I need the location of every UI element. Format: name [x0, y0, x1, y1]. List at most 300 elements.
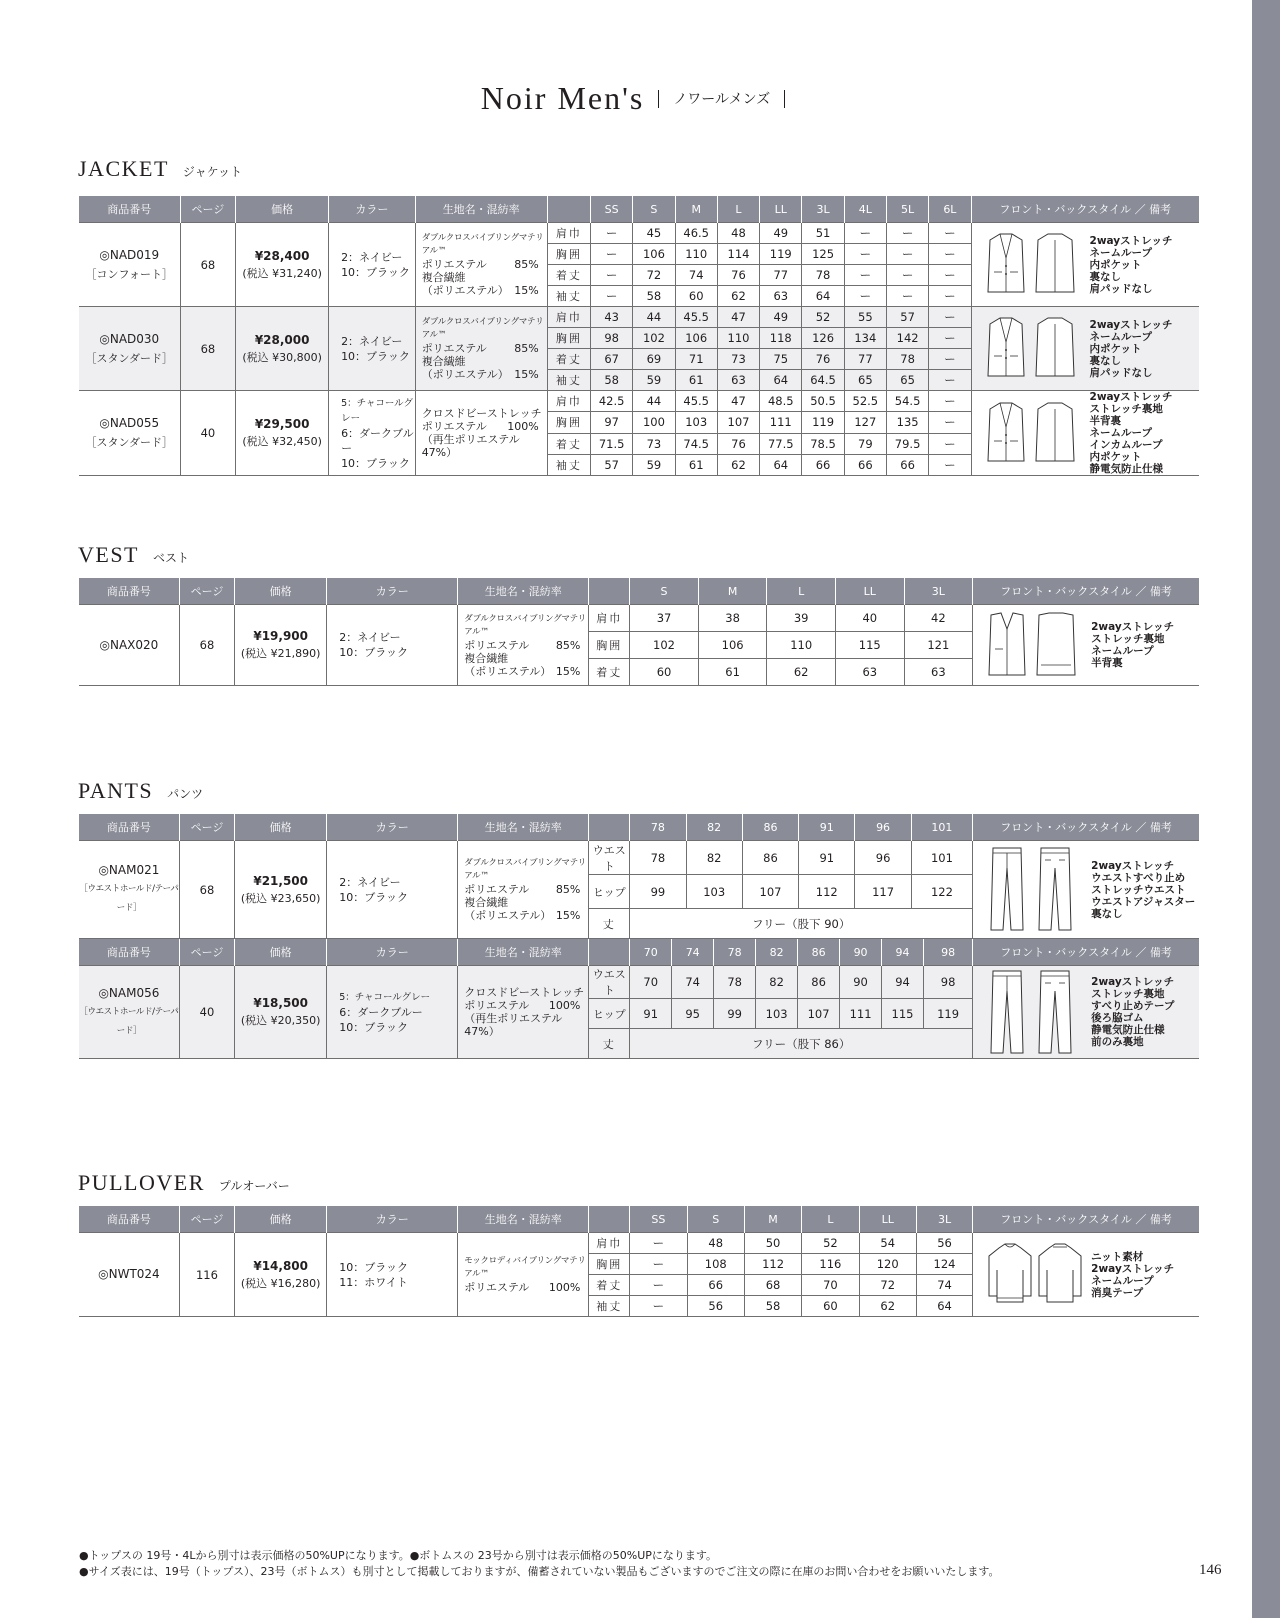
size-value: 71.5 — [591, 433, 633, 454]
fabric-line — [422, 368, 547, 381]
fabric-percent: 100% — [548, 999, 581, 1012]
price-value: ¥14,800 — [253, 1258, 308, 1273]
style-notes-cell — [971, 307, 1199, 391]
size-value: 98 — [591, 328, 633, 349]
size-value: ー — [630, 1233, 687, 1254]
measure-label: ヒップ — [589, 999, 630, 1029]
size-value: 48 — [717, 223, 759, 244]
price-header: 価格 — [235, 1206, 327, 1233]
style-header: フロント・バックスタイル ／ 備考 — [973, 578, 1199, 605]
note-item: 消臭テープ — [1091, 1286, 1144, 1299]
size-value: 120 — [859, 1254, 916, 1275]
measure-label: 肩巾 — [547, 391, 590, 412]
size-value: 63 — [904, 659, 973, 686]
measure-label: 胸囲 — [589, 632, 630, 659]
size-value: ー — [929, 370, 971, 391]
size-value: ー — [591, 244, 633, 265]
color-option: 11：ホワイト — [339, 1275, 408, 1289]
color-header: カラー — [327, 939, 458, 966]
price-with-tax: (税込 ¥32,450) — [242, 435, 322, 448]
size-value: 107 — [717, 412, 759, 433]
size-value: 78 — [714, 966, 756, 999]
fabric-line — [464, 1281, 588, 1294]
jacket-illustration — [982, 314, 1082, 383]
note-item: 半背裏 — [1091, 657, 1123, 669]
size-value: 52 — [802, 1233, 859, 1254]
measure-header — [589, 814, 630, 841]
size-value: ー — [929, 328, 971, 349]
size-value: 69 — [633, 349, 675, 370]
pants-illustration — [983, 844, 1083, 935]
size-value: 111 — [760, 412, 802, 433]
size-value: 117 — [855, 875, 911, 909]
note-item: ウエストアジャスター — [1091, 895, 1196, 908]
color-header: カラー — [327, 814, 458, 841]
page-edge-bar — [1252, 0, 1280, 1618]
size-value: 79 — [844, 433, 886, 454]
fabric-name: ポリエステル — [421, 342, 487, 355]
color-option: 10：ブラック — [341, 265, 410, 279]
size-value: 66 — [802, 454, 844, 475]
size-header: 70 — [630, 939, 672, 966]
size-value: ー — [844, 244, 886, 265]
size-value: 91 — [799, 841, 855, 875]
fabric-line — [422, 342, 547, 355]
size-value: 45.5 — [675, 391, 717, 412]
size-value: 86 — [742, 841, 798, 875]
note-item: ネームループ — [1089, 246, 1153, 259]
measure-label: 袖丈 — [589, 1296, 630, 1317]
size-value: 62 — [859, 1296, 916, 1317]
note-item: 肩パッドなし — [1089, 282, 1153, 295]
pullover-spec-table — [79, 1206, 1199, 1317]
size-value: 74 — [672, 966, 714, 999]
fabric-line — [464, 896, 588, 909]
jacket-illustration — [982, 230, 1082, 299]
note-item: 内ポケット — [1089, 451, 1142, 463]
size-value: 102 — [633, 328, 675, 349]
note-item: ネームループ — [1089, 330, 1153, 343]
fabric-name: 複合繊維 — [464, 651, 509, 665]
jacket-section-title — [78, 156, 242, 182]
size-value: ー — [929, 454, 971, 475]
size-header: 96 — [855, 814, 911, 841]
size-header: 101 — [911, 814, 972, 841]
color-option: 2：ネイビー — [341, 250, 403, 264]
note-item: ストレッチウエスト — [1091, 883, 1186, 896]
product-subtype: ［コンフォート］ — [85, 267, 173, 281]
product-subtype: ［スタンダード］ — [85, 351, 174, 365]
fabric-name: （ポリエステル） — [464, 664, 552, 678]
size-value: ー — [844, 223, 886, 244]
fabric-percent: 15% — [514, 284, 539, 297]
measurement-row — [79, 307, 1199, 328]
size-header: M — [698, 578, 767, 605]
size-value: 98 — [924, 966, 973, 999]
product-subtype: ［スタンダード］ — [85, 436, 174, 449]
notes-list — [1091, 860, 1195, 920]
size-value: 82 — [756, 966, 798, 999]
notes-list — [1091, 1251, 1174, 1299]
size-value: 59 — [633, 454, 675, 475]
size-value: 48 — [687, 1233, 744, 1254]
note-item: ストレッチ裏地 — [1091, 633, 1165, 645]
style-notes-cell — [973, 1233, 1199, 1317]
measure-label: 肩巾 — [589, 605, 630, 632]
note-item: ネームループ — [1089, 427, 1153, 439]
fabric-cell — [415, 391, 547, 476]
size-value: 96 — [855, 841, 911, 875]
colors-cell — [327, 605, 458, 686]
size-value: 50 — [744, 1233, 801, 1254]
colors-cell — [327, 841, 458, 939]
fabric-percent: 85% — [555, 638, 581, 652]
size-value: 101 — [911, 841, 972, 875]
size-header: L — [767, 578, 836, 605]
size-value: 62 — [717, 454, 759, 475]
page-header: ページ — [179, 939, 234, 966]
color-option: 2：ネイビー — [339, 631, 401, 644]
size-value: 49 — [760, 223, 802, 244]
note-item: 2wayストレッチ — [1091, 621, 1175, 633]
fabric-line — [422, 407, 547, 420]
pullover-section-title — [78, 1170, 290, 1196]
price-value: ¥18,500 — [253, 996, 308, 1010]
length-value: フリー（股下 86） — [630, 1029, 973, 1059]
size-value: ー — [929, 307, 971, 328]
color-option: 10：ブラック — [341, 456, 410, 470]
size-value: 112 — [744, 1254, 801, 1275]
size-header: 78 — [630, 814, 686, 841]
style-header: フロント・バックスタイル ／ 備考 — [971, 196, 1199, 223]
size-header: L — [717, 196, 759, 223]
price-with-tax: (税込 ¥20,350) — [240, 1014, 321, 1027]
color-option: 10：ブラック — [339, 646, 409, 659]
product-subtype: ［ウエストホールド/テーパード］ — [79, 1006, 179, 1036]
length-label: 丈 — [589, 1029, 630, 1059]
color-header: カラー — [327, 578, 458, 605]
fabric-percent: 15% — [555, 909, 581, 922]
size-value: ー — [929, 391, 971, 412]
price-value: ¥21,500 — [253, 873, 308, 888]
fabric-name: 複合繊維 — [421, 355, 466, 368]
size-header: 5L — [886, 196, 928, 223]
measure-header — [589, 1206, 630, 1233]
price-header: 価格 — [235, 814, 327, 841]
page-header: ページ — [179, 814, 234, 841]
size-value: ー — [591, 286, 633, 307]
size-value: 60 — [802, 1296, 859, 1317]
measure-label: 着丈 — [589, 659, 630, 686]
price-cell — [236, 307, 329, 391]
size-value: 66 — [886, 454, 928, 475]
style-wrap — [973, 967, 1199, 1058]
fabric-name: 複合繊維 — [421, 271, 466, 284]
size-value: 121 — [904, 632, 973, 659]
size-value: 70 — [630, 966, 672, 999]
size-header: 78 — [714, 939, 756, 966]
size-header: LL — [835, 578, 904, 605]
note-item: 内ポケット — [1089, 258, 1142, 271]
size-value: 54 — [859, 1233, 916, 1254]
size-value: 76 — [802, 349, 844, 370]
size-value: 74 — [675, 265, 717, 286]
size-header: 3L — [802, 196, 844, 223]
fabric-cell — [458, 1233, 589, 1317]
size-header: SS — [630, 1206, 687, 1233]
size-header: 3L — [916, 1206, 972, 1233]
size-header: 4L — [844, 196, 886, 223]
fabric-brand: ダブルクロスバイブリングマテリアル™ — [421, 317, 544, 340]
size-value: 106 — [675, 328, 717, 349]
style-notes-cell — [971, 223, 1199, 307]
price-value: ¥29,500 — [254, 417, 310, 431]
size-value: 122 — [911, 875, 972, 909]
size-value: 103 — [756, 999, 798, 1029]
measure-label: 胸囲 — [547, 244, 590, 265]
size-value: 76 — [717, 265, 759, 286]
fabric-name: （ポリエステル） — [421, 368, 509, 381]
note-item: ストレッチ裏地 — [1091, 988, 1165, 1000]
size-value: 111 — [840, 999, 882, 1029]
size-value: 64 — [760, 454, 802, 475]
fabric-name: ポリエステル — [464, 999, 530, 1012]
size-value: 60 — [630, 659, 699, 686]
measurement-row — [79, 605, 1199, 632]
size-value: 52 — [802, 307, 844, 328]
size-value: 72 — [859, 1275, 916, 1296]
page-cell: 68 — [180, 307, 236, 391]
size-value: 52.5 — [844, 391, 886, 412]
size-value: 65 — [886, 370, 928, 391]
fabric-line — [422, 420, 547, 433]
page-number: 146 — [1199, 1562, 1222, 1578]
note-item: インカムループ — [1089, 439, 1163, 451]
size-value: 65 — [844, 370, 886, 391]
size-value: 99 — [630, 875, 686, 909]
measure-header — [589, 939, 630, 966]
notes-list — [1091, 976, 1174, 1048]
color-option: 10：ブラック — [339, 1260, 409, 1274]
size-value: 110 — [717, 328, 759, 349]
fabric-percent: 100% — [507, 420, 539, 433]
size-header: 98 — [924, 939, 973, 966]
price-header: 価格 — [236, 196, 329, 223]
note-item: 肩パッドなし — [1089, 366, 1153, 379]
fabric-line — [464, 883, 588, 896]
size-value: ー — [844, 286, 886, 307]
product-code: ◎NAM021 — [98, 863, 160, 877]
note-item: 2wayストレッチ — [1089, 318, 1173, 331]
section-title-jp: ジャケット — [182, 165, 243, 179]
table-header-row — [79, 939, 1199, 966]
pullover-illustration — [983, 1240, 1083, 1309]
style-wrap — [972, 230, 1199, 299]
size-value: 63 — [717, 370, 759, 391]
size-value: ー — [591, 223, 633, 244]
jacket-illustration — [982, 399, 1082, 468]
color-header: カラー — [327, 1206, 458, 1233]
notes-list — [1090, 235, 1173, 295]
size-header: LL — [859, 1206, 916, 1233]
size-value: 103 — [686, 875, 742, 909]
note-item: すべり止めテープ — [1091, 1000, 1175, 1012]
color-option: 5：チャコールグレー — [339, 991, 431, 1003]
note-item: 静電気防止仕様 — [1089, 463, 1164, 475]
size-value: 66 — [687, 1275, 744, 1296]
size-value: 112 — [799, 875, 855, 909]
pants-illustration — [983, 967, 1083, 1058]
size-value: 73 — [633, 433, 675, 454]
note-item: 2wayストレッチ — [1089, 234, 1173, 247]
size-value: 46.5 — [675, 223, 717, 244]
product-code: ◎NAM056 — [98, 985, 160, 1000]
size-value: 110 — [767, 632, 836, 659]
size-value: 44 — [633, 391, 675, 412]
size-value: 59 — [633, 370, 675, 391]
product-code: ◎NAD055 — [99, 416, 160, 430]
size-value: 39 — [767, 605, 836, 632]
size-value: 62 — [717, 286, 759, 307]
size-value: 58 — [744, 1296, 801, 1317]
fabric-line — [422, 258, 547, 271]
fabric-cell — [415, 307, 547, 391]
size-value: ー — [630, 1296, 687, 1317]
size-value: 47 — [717, 307, 759, 328]
product-code-cell — [79, 1233, 179, 1317]
page-cell: 40 — [180, 391, 236, 476]
size-value: 142 — [886, 328, 928, 349]
size-value: 119 — [802, 412, 844, 433]
style-notes-cell — [971, 391, 1199, 476]
size-value: 102 — [630, 632, 699, 659]
size-value: 45 — [633, 223, 675, 244]
fabric-line — [464, 665, 588, 678]
fabric-name: クロスドビーストレッチ — [464, 986, 585, 999]
size-header: 94 — [882, 939, 924, 966]
price-with-tax: (税込 ¥16,280) — [240, 1276, 321, 1290]
note-item: 2wayストレッチ — [1091, 859, 1175, 872]
measurement-row — [79, 223, 1199, 244]
length-value: フリー（股下 90） — [630, 909, 973, 939]
size-value: 72 — [633, 265, 675, 286]
code-header: 商品番号 — [79, 814, 179, 841]
measurement-row — [79, 1233, 1199, 1254]
product-code-cell — [79, 307, 180, 391]
size-value: ー — [929, 412, 971, 433]
fabric-cell — [458, 966, 589, 1059]
product-code: ◎NAX020 — [99, 637, 159, 652]
measure-label: 胸囲 — [547, 412, 590, 433]
style-notes-cell — [973, 841, 1199, 939]
size-value: 51 — [802, 223, 844, 244]
size-value: 38 — [698, 605, 767, 632]
table-header-row — [79, 814, 1199, 841]
size-value: 57 — [591, 454, 633, 475]
page-header: ページ — [180, 196, 236, 223]
fabric-header: 生地名・混紡率 — [458, 814, 589, 841]
size-value: 97 — [591, 412, 633, 433]
measurement-row — [79, 841, 1199, 875]
size-value: 62 — [767, 659, 836, 686]
note-item: ウエストすべり止め — [1091, 871, 1186, 884]
size-value: 125 — [802, 244, 844, 265]
jacket-spec-table — [79, 196, 1199, 476]
price-with-tax: (税込 ¥30,800) — [242, 350, 322, 364]
title-divider — [784, 90, 785, 108]
table-header-row — [79, 1206, 1199, 1233]
size-value: 110 — [675, 244, 717, 265]
pants-spec-table — [79, 814, 1199, 1059]
size-value: 77 — [844, 349, 886, 370]
code-header: 商品番号 — [79, 578, 179, 605]
pants-section-title — [78, 778, 203, 804]
size-value: 45.5 — [675, 307, 717, 328]
note-item: 2wayストレッチ — [1091, 976, 1175, 988]
page-title — [0, 80, 1280, 117]
size-value: 106 — [633, 244, 675, 265]
note-item: 裏なし — [1089, 270, 1122, 283]
price-value: ¥28,000 — [254, 332, 310, 347]
size-value: 135 — [886, 412, 928, 433]
size-value: 60 — [675, 286, 717, 307]
price-cell — [235, 605, 327, 686]
measure-label: 袖丈 — [547, 286, 590, 307]
fabric-name: （ポリエステル） — [464, 909, 552, 922]
fabric-cell — [458, 605, 589, 686]
size-value: 71 — [675, 349, 717, 370]
measure-header — [547, 196, 590, 223]
footer-notes — [79, 1548, 1000, 1580]
size-value: 91 — [630, 999, 672, 1029]
style-header: フロント・バックスタイル ／ 備考 — [973, 939, 1199, 966]
fabric-percent: 15% — [555, 664, 581, 678]
size-value: 107 — [798, 999, 840, 1029]
size-value: 77.5 — [760, 433, 802, 454]
size-header: 90 — [840, 939, 882, 966]
size-value: ー — [886, 223, 928, 244]
size-value: ー — [630, 1254, 687, 1275]
size-value: 61 — [675, 370, 717, 391]
pants-item-table — [79, 814, 1199, 939]
code-header: 商品番号 — [79, 1206, 179, 1233]
page-cell: 68 — [180, 223, 236, 307]
fabric-name: クロスドビーストレッチ — [421, 407, 542, 420]
measure-label: 胸囲 — [547, 328, 590, 349]
section-title-en: PANTS — [78, 778, 154, 803]
fabric-brand: ダブルクロスバイブリングマテリアル™ — [464, 858, 586, 881]
price-cell — [235, 841, 327, 939]
size-value: ー — [929, 223, 971, 244]
style-notes-cell — [973, 605, 1199, 686]
page-cell: 40 — [179, 966, 234, 1059]
size-header: S — [633, 196, 675, 223]
section-title-en: PULLOVER — [78, 1170, 205, 1195]
fabric-line — [464, 639, 588, 652]
size-header: 82 — [756, 939, 798, 966]
size-value: 95 — [672, 999, 714, 1029]
size-value: 63 — [835, 659, 904, 686]
size-header: 86 — [742, 814, 798, 841]
fabric-line — [422, 271, 547, 284]
color-option: 2：ネイビー — [341, 334, 403, 348]
fabric-percent: 15% — [514, 368, 539, 381]
fabric-name: （ポリエステル） — [421, 284, 509, 297]
fabric-cell — [458, 841, 589, 939]
size-header: LL — [760, 196, 802, 223]
style-notes-cell — [973, 966, 1199, 1059]
size-value: 61 — [698, 659, 767, 686]
